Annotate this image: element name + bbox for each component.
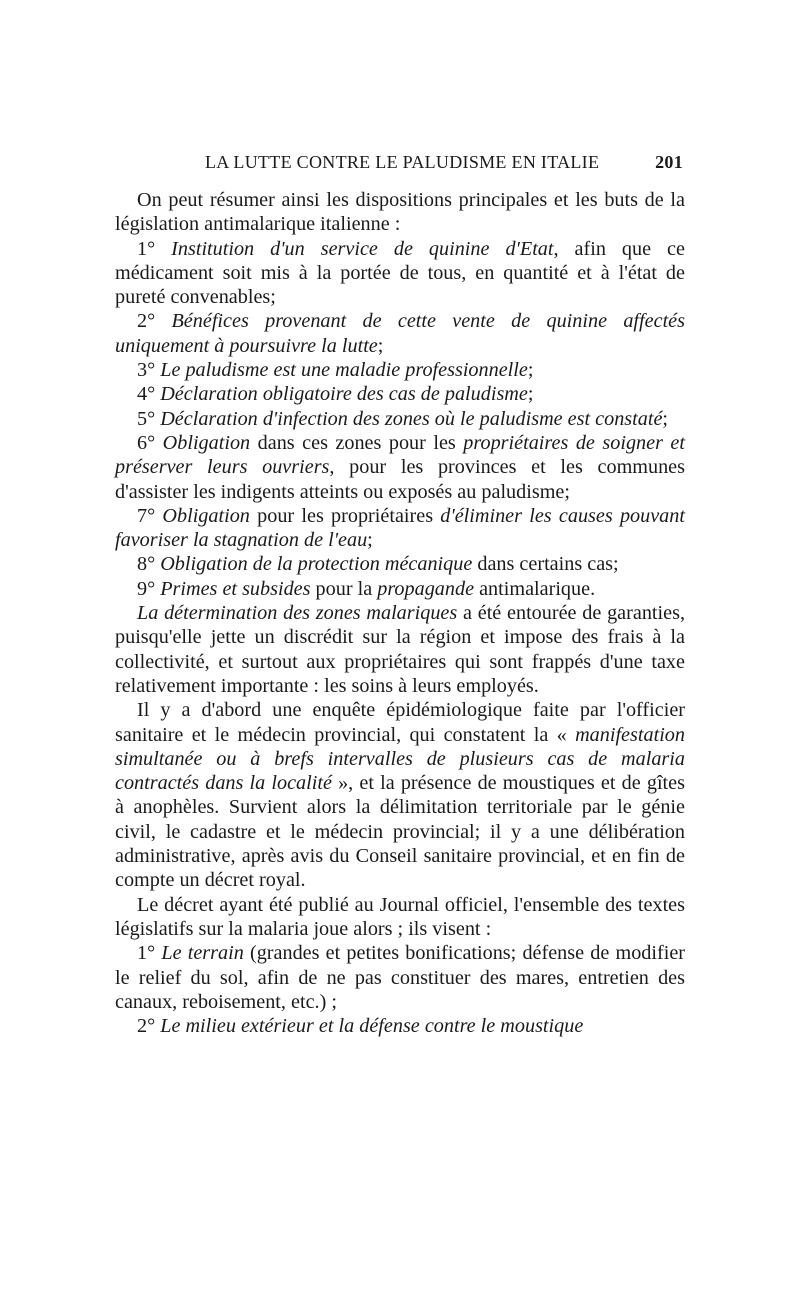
italic-text: Déclaration d'infection des zones où le paludisme est constaté bbox=[160, 407, 663, 430]
text-run: dans certains cas; bbox=[472, 553, 619, 576]
italic-text: d'éliminer les causes pouvant favoriser la stagnation de l'eau bbox=[115, 504, 685, 552]
text-run: dans ces zones pour les bbox=[250, 431, 464, 454]
paragraph bbox=[115, 358, 685, 382]
text-run: 6° bbox=[137, 431, 163, 454]
paragraph bbox=[115, 407, 685, 431]
text-run: , pour les provinces et les communes d'assister les indigents atteints ou exposés au paludisme; bbox=[115, 456, 685, 503]
text-run: a été entourée de garanties, puisqu'elle jette un discrédit sur la région et impose des frais à la collectivité, et surtout aux propriétaires qui sont frappés d'une taxe relativement importante : les soins à leurs employés. bbox=[115, 602, 685, 697]
italic-text: Institution d'un service de quinine d'Etat bbox=[171, 237, 554, 260]
paragraph bbox=[115, 1014, 685, 1038]
italic-text: Primes et subsides bbox=[160, 577, 311, 600]
italic-text: Obligation bbox=[162, 431, 251, 454]
text-run: 1° bbox=[137, 237, 172, 260]
text-run: », et la présence de moustiques et de gîtes à anophèles. Survient alors la délimitation territoriale par le génie civil, le cadastre et le médecin provincial; il y a une délibération administrative, après avis du Conseil sanitaire provincial, et en fin de compte un décret royal. bbox=[115, 772, 685, 892]
paragraph bbox=[115, 504, 685, 553]
text-run: antimalarique. bbox=[474, 577, 596, 600]
text-run: Il y a d'abord une enquête épidémiologique faite par l'officier sanitaire et le médecin provincial, qui constatent la « bbox=[115, 699, 685, 746]
text-run: (grandes et petites bonifications; défense de modifier le relief du sol, afin de ne pas constituer des mares, entretien des canaux, reboisement, etc.) ; bbox=[115, 942, 686, 1013]
paragraph bbox=[115, 698, 685, 892]
italic-text: manifestation simultanée ou à brefs intervalles de plusieurs cas de malaria contractés dans la localité bbox=[115, 723, 685, 795]
paragraph bbox=[115, 552, 685, 576]
paragraph bbox=[115, 431, 685, 504]
text-run: ; bbox=[662, 407, 669, 430]
page-number: 201 bbox=[655, 152, 683, 172]
text-run: 9° bbox=[137, 577, 161, 600]
running-header bbox=[115, 152, 685, 178]
text-run: Le décret ayant été publié au Journal officiel, l'ensemble des textes législatifs sur la malaria joue alors ; ils visent : bbox=[115, 893, 685, 940]
paragraph bbox=[115, 382, 685, 406]
body-text bbox=[115, 188, 685, 1038]
text-run: 8° bbox=[137, 553, 161, 576]
text-run: 5° bbox=[137, 407, 161, 430]
text-run: 2° bbox=[137, 1015, 161, 1038]
text-run: pour la bbox=[310, 577, 378, 600]
italic-text: Bénéfices provenant de cette vente de quinine affectés uniquement à poursuivre la lutte bbox=[115, 310, 685, 357]
paragraph bbox=[115, 941, 685, 1014]
italic-text: propriétaires de soigner et préserver leurs ouvriers bbox=[115, 431, 686, 479]
italic-text: Obligation bbox=[162, 504, 250, 527]
paragraph bbox=[115, 577, 685, 601]
text-run: 1° bbox=[137, 942, 162, 965]
paragraph bbox=[115, 893, 685, 942]
text-run: 7° bbox=[137, 504, 163, 527]
italic-text: Le paludisme est une maladie professionnelle bbox=[160, 359, 528, 382]
paragraph bbox=[115, 188, 685, 237]
text-run: 3° bbox=[137, 359, 161, 382]
italic-text: Le milieu extérieur et la défense contre le moustique bbox=[160, 1015, 584, 1038]
text-run: ; bbox=[377, 334, 384, 357]
text-run: pour les propriétaires bbox=[249, 504, 441, 527]
italic-text: Obligation de la protection mécanique bbox=[160, 553, 473, 576]
text-run: , afin que ce médicament soit mis à la portée de tous, en quantité et à l'état de pureté convenables; bbox=[115, 237, 685, 309]
italic-text: La détermination des zones malariques bbox=[137, 602, 458, 625]
italic-text: Déclaration obligatoire des cas de paludisme bbox=[160, 383, 528, 406]
running-title: LA LUTTE CONTRE LE PALUDISME EN ITALIE bbox=[205, 152, 600, 172]
paragraph bbox=[115, 601, 685, 698]
text-run: On peut résumer ainsi les dispositions principales et les buts de la législation antimalarique italienne : bbox=[115, 189, 685, 236]
text-run: ; bbox=[527, 383, 534, 406]
italic-text: Le terrain bbox=[161, 942, 244, 965]
paragraph bbox=[115, 237, 685, 310]
italic-text: propagande bbox=[377, 577, 475, 600]
text-run: ; bbox=[367, 529, 373, 552]
paragraph bbox=[115, 309, 685, 358]
text-run: ; bbox=[527, 359, 534, 382]
text-run: 2° bbox=[137, 310, 172, 333]
text-run: 4° bbox=[137, 383, 161, 406]
